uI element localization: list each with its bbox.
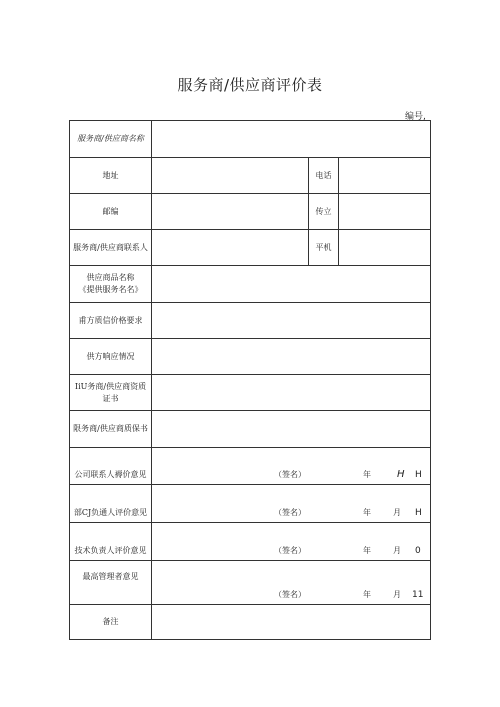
label-certificate-line2: 证书	[102, 393, 119, 403]
year-label: 年	[363, 470, 371, 479]
field-top-management-opinion[interactable]	[152, 561, 431, 605]
label-certificate	[70, 375, 152, 411]
month-label: 月	[393, 546, 401, 555]
year-label: 年	[363, 590, 371, 599]
label-product-name-line1: 供应商品名称	[86, 273, 135, 282]
field-guarantee[interactable]	[152, 411, 431, 448]
row-remarks	[70, 605, 431, 640]
signature-label: （签名）	[274, 590, 306, 599]
field-supplier-name[interactable]	[152, 121, 431, 158]
field-technical-head-opinion[interactable]	[152, 523, 431, 561]
signature-label: （签名）	[274, 546, 306, 555]
label-remarks: 备注	[70, 605, 152, 640]
label-address: 地址	[70, 158, 152, 194]
row-address-phone	[70, 158, 431, 194]
day-label: H	[415, 508, 422, 518]
day-label: H	[415, 470, 422, 480]
row-postcode-fax	[70, 194, 431, 230]
label-requirements: 甫方质信价格要求	[70, 303, 152, 339]
row-requirements	[70, 303, 431, 339]
label-mobile: 平机	[309, 230, 339, 266]
row-product-name	[70, 266, 431, 303]
field-address[interactable]	[152, 158, 309, 194]
row-contact-mobile	[70, 230, 431, 266]
field-department-head-opinion[interactable]	[152, 485, 431, 523]
day-label: 11	[412, 590, 424, 600]
field-fax[interactable]	[339, 194, 431, 230]
document-number-label: 编号,	[405, 112, 426, 122]
field-company-contact-opinion[interactable]	[152, 448, 431, 485]
label-supplier-name: 服务商/供应商名称	[70, 121, 152, 158]
label-company-contact-opinion: 公司联系人褥价意见	[70, 448, 152, 485]
signature-label: （签名）	[274, 508, 306, 517]
field-contact[interactable]	[152, 230, 309, 266]
field-requirements[interactable]	[152, 303, 431, 339]
field-postcode[interactable]	[152, 194, 309, 230]
field-response[interactable]	[152, 339, 431, 375]
signature-label: （签名）	[274, 470, 306, 479]
row-company-contact-opinion	[70, 448, 431, 485]
label-fax: 传立	[309, 194, 339, 230]
field-certificate[interactable]	[152, 375, 431, 411]
evaluation-form-table	[69, 120, 431, 640]
field-mobile[interactable]	[339, 230, 431, 266]
month-label: H	[397, 469, 405, 480]
row-supplier-name	[70, 121, 431, 158]
row-certificate	[70, 375, 431, 411]
label-product-name-line2: 《提供服务名名》	[78, 285, 143, 294]
label-contact: 服务商/供应商联系人	[70, 230, 152, 266]
row-department-head-opinion	[70, 485, 431, 523]
label-department-head-opinion: 部CJ负通人评价意见	[70, 485, 152, 523]
year-label: 年	[363, 508, 371, 517]
label-postcode: 邮编	[70, 194, 152, 230]
row-top-management-opinion	[70, 561, 431, 605]
field-remarks[interactable]	[152, 605, 431, 640]
label-technical-head-opinion: 技术负责人评价意见	[70, 523, 152, 561]
day-label: 0	[415, 546, 421, 556]
year-label: 年	[363, 546, 371, 555]
label-top-management-opinion: 最高管理者意见	[70, 561, 152, 605]
row-response	[70, 339, 431, 375]
label-guarantee: 限务商/供应商质保书	[70, 411, 152, 448]
form-title: 服务商/供应商评价表	[177, 76, 323, 94]
label-phone: 电话	[309, 158, 339, 194]
row-technical-head-opinion	[70, 523, 431, 561]
field-product-name[interactable]	[152, 266, 431, 303]
month-label: 月	[393, 590, 401, 599]
row-guarantee	[70, 411, 431, 448]
label-product-name	[70, 266, 152, 303]
label-certificate-line1: IiU务商/供应商资质	[74, 381, 147, 391]
field-phone[interactable]	[339, 158, 431, 194]
label-response: 供方响应情况	[70, 339, 152, 375]
month-label: 月	[393, 508, 401, 517]
